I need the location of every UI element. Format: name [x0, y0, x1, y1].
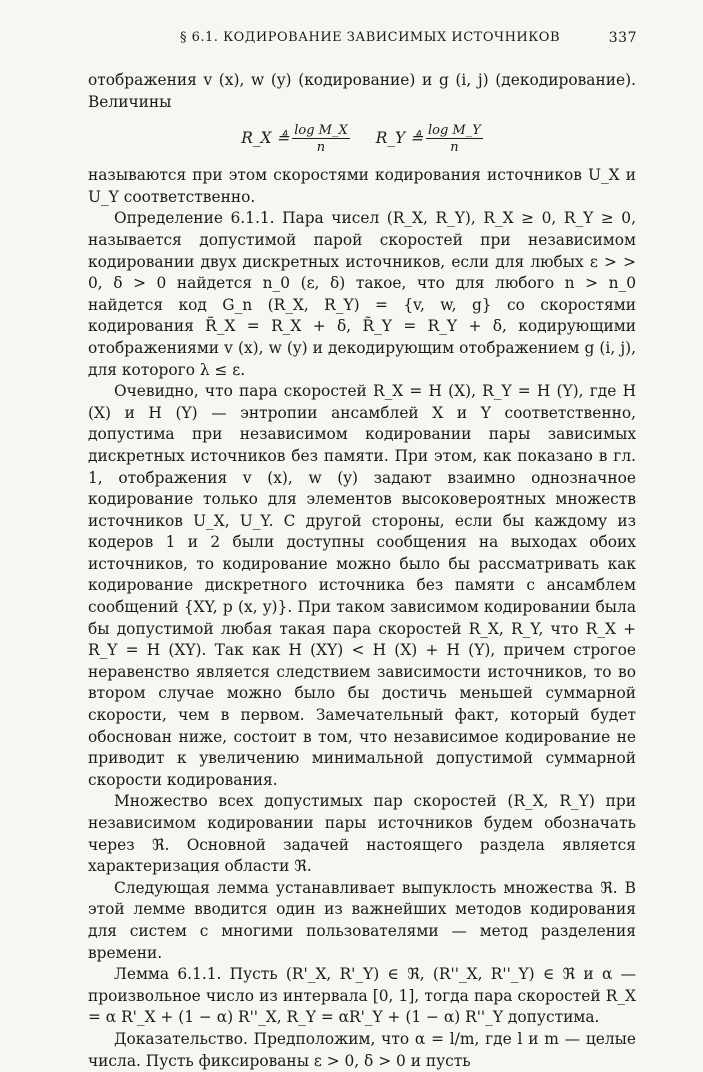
section-title: § 6.1. КОДИРОВАНИЕ ЗАВИСИМЫХ ИСТОЧНИКОВ	[180, 30, 561, 45]
rate-y-denominator: n	[450, 140, 459, 156]
rate-y-fraction	[426, 123, 483, 155]
proof-start: Доказательство. Предположим, что α = l/m, где l и m — целые числа. Пусть фиксированы ε > 0, δ > 0 и пусть	[88, 1029, 636, 1070]
rate-x-denominator: n	[316, 140, 326, 156]
page-number: 337	[608, 30, 637, 46]
paragraph-3: Очевидно, что пара скоростей R_X = H (X), R_Y = H (Y), где H (X) и H (Y) — энтропии ансамблей X и Y соответственно, допустима при независимом кодировании пары зависимых дискретных источников без памяти. При этом, как показано в гл. 1, отображения v (x), w (y) задают взаимно однозначное кодирование только для элементов высоковероятных множеств источников U_X, U_Y. С другой стороны, если бы каждому из кодеров 1 и 2 были доступны сообщения на выходах обоих источников, то кодирование можно было бы рассматривать как кодирование дискретного источника без памяти с ансамблем сообщений {XY, p (x, y)}. При таком зависимом кодировании была бы допустимой любая такая пара скоростей R_X, R_Y, что R_X + R_Y = H (XY). Так как H (XY) < H (X) + H (Y), причем строгое неравенство является следствием зависимости источников, то во втором случае можно было бы достичь меньшей суммарной скорости, чем в первом. Замечательный факт, который будет обоснован ниже, состоит в том, что независимое кодирование не приводит к увеличению минимальной допустимой суммарной скорости кодирования.	[88, 382, 636, 789]
lemma-6-1-1: Лемма 6.1.1. Пусть (R'_X, R'_Y) ∈ ℜ, (R''_X, R''_Y) ∈ ℜ и α — произвольное число из интервала [0, 1], тогда пара скоростей R_X = α R'_X + (1 − α) R''_X, R_Y = αR'_Y + (1 − α) R''_Y допустима.	[88, 965, 636, 1027]
rate-y-definition	[376, 123, 483, 155]
definition-6-1-1: Определение 6.1.1. Пара чисел (R_X, R_Y), R_X ≥ 0, R_Y ≥ 0, называется допустимой парой скоростей при независимом кодировании двух дискретных источников, если для любых ε > > 0, δ > 0 найдется n_0 (ε, δ) такое, что для любого n > n_0 найдется код G_n (R_X, R_Y) = {v, w, g} со скоростями кодирования R̃_X = R_X + δ, R̃_Y = R_Y + δ, кодирующими отображениями v (x), w (y) и декодирующим отображением g (i, j), для которого λ ≤ ε.	[88, 209, 636, 379]
page-body	[88, 70, 636, 1072]
paragraph-2: называются при этом скоростями кодирования источников U_X и U_Y соответственно.	[88, 166, 636, 206]
rate-x-fraction	[292, 123, 350, 155]
rate-formula	[88, 113, 636, 165]
rate-x-definition	[241, 123, 350, 155]
rate-x-numerator: log M_X	[294, 123, 348, 139]
paragraph-5: Следующая лемма устанавливает выпуклость множества ℜ. В этой лемме вводится один из важнейших методов кодирования для систем с многими пользователями — метод разделения времени.	[88, 878, 636, 962]
paragraph-4: Множество всех допустимых пар скоростей (R_X, R_Y) при независимом кодировании пары источников будем обозначать через ℜ. Основной задачей настоящего раздела является характеризация области ℜ.	[88, 792, 636, 876]
paragraph-1: отображения v (x), w (y) (кодирование) и g (i, j) (декодирование). Величины	[88, 71, 636, 111]
rate-y-numerator: log M_Y	[427, 123, 481, 139]
rate-y-lhs: R_Y ≜	[375, 129, 423, 148]
rate-x-lhs: R_X ≜	[241, 129, 290, 148]
